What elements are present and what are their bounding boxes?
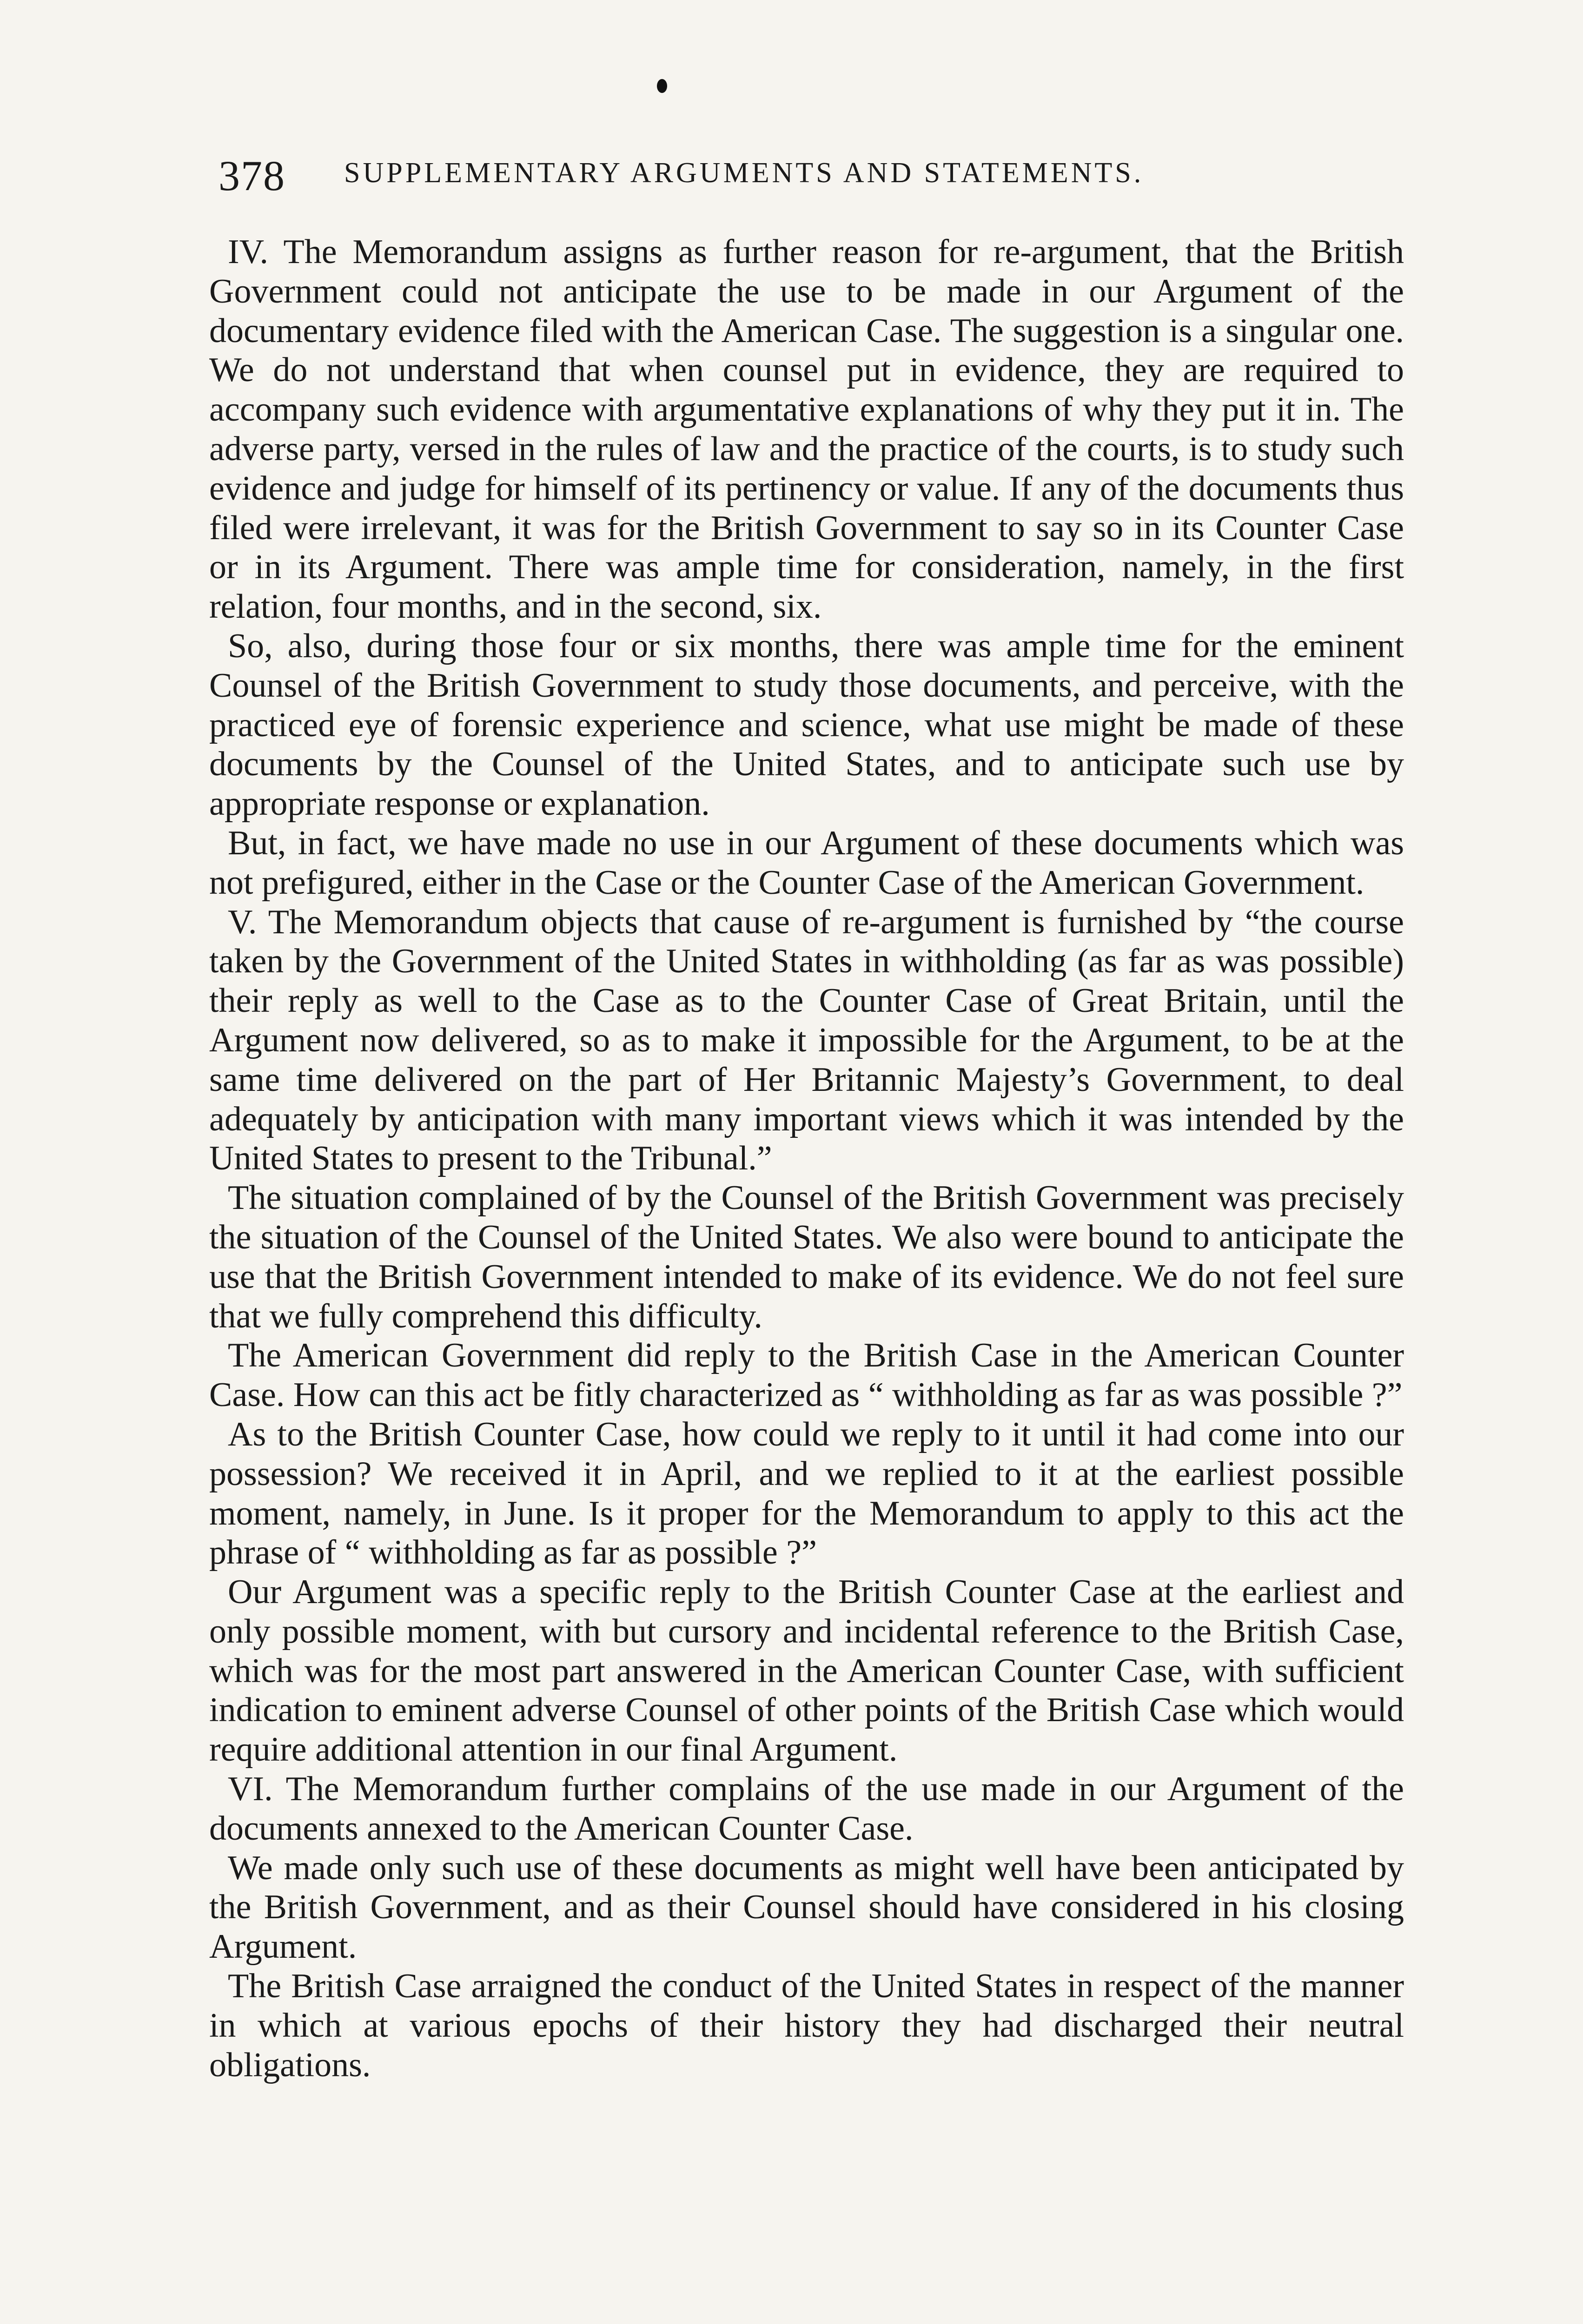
paragraph-iv-memorandum: IV. The Memorandum assigns as further reason for re-argument, that the British Government could not anticipate the use to be made in our Argument of the documentary evidence filed with the American Case. The suggestion is a singular one. We do not understand that when counsel put in evidence, they are required to accompany such evidence with argumentative explanations of why they put it in. The adverse party, versed in the rules of law and the practice of the courts, is to study such evidence and judge for himself of its pertinency or value. If any of the documents thus filed were irrelevant, it was for the British Government to say so in its Counter Case or in its Argument. There was ample time for consideration, namely, in the first relation, four months, and in the second, six. — [209, 233, 1404, 626]
paragraph-four-or-six-months: So, also, during those four or six months, there was ample time for the eminent Counsel of the British Government to study those documents, and perceive, with the practiced eye of forensic experience and science, what use might be made of these documents by the Counsel of the United States, and to anticipate such use by appropriate response or explanation. — [209, 627, 1404, 823]
paragraph-american-government-reply: The American Government did reply to the British Case in the American Counter Case. How can this act be fitly characterized as “ withholding as far as was possible ?” — [209, 1336, 1404, 1414]
page-header — [219, 151, 1409, 202]
ink-dot-mark — [657, 79, 667, 93]
paragraph-no-use: But, in fact, we have made no use in our Argument of these documents which was not prefigured, either in the Case or the Counter Case of the American Government. — [209, 824, 1404, 902]
paragraph-vi-memorandum: VI. The Memorandum further complains of the use made in our Argument of the documents annexed to the American Counter Case. — [209, 1770, 1404, 1848]
paragraph-british-case-arraigned: The British Case arraigned the conduct of the United States in respect of the manner in which at various epochs of their history they had discharged their neutral obligations. — [209, 1967, 1404, 2084]
paragraph-situation: The situation complained of by the Counsel of the British Government was precisely the situation of the Counsel of the United States. We also were bound to anticipate the use that the British Government intended to make of its evidence. We do not feel sure that we fully comprehend this difficulty. — [209, 1179, 1404, 1335]
paragraph-british-counter-case: As to the British Counter Case, how could we reply to it until it had come into our possession? We received it in April, and we replied to it at the earliest possible moment, namely, in June. Is it proper for the Memorandum to apply to this act the phrase of “ withholding as far as possible ?” — [209, 1415, 1404, 1572]
paragraph-v-memorandum: V. The Memorandum objects that cause of re-argument is furnished by “the course taken by the Government of the United States in withholding (as far as was possible) their reply as well to the Case as to the Counter Case of Great Britain, until the Argument now delivered, so as to make it impossible for the Argument, to be at the same time delivered on the part of Her Britannic Majesty’s Government, to deal adequately by anticipation with many important views which it was intended by the United States to present to the Tribunal.” — [209, 903, 1404, 1178]
body-text — [209, 232, 1404, 2085]
page-number: 378 — [219, 152, 285, 199]
paragraph-such-use: We made only such use of these documents as might well have been anticipated by the British Government, and as their Counsel should have considered in his closing Argument. — [209, 1849, 1404, 1966]
paragraph-our-argument: Our Argument was a specific reply to the British Counter Case at the earliest and only possible moment, with but cursory and incidental reference to the British Case, which was for the most part answered in the American Counter Case, with sufficient indication to eminent adverse Counsel of other points of the British Case which would require additional attention in our final Argument. — [209, 1573, 1404, 1769]
running-head: SUPPLEMENTARY ARGUMENTS AND STATEMENTS. — [344, 157, 1144, 189]
